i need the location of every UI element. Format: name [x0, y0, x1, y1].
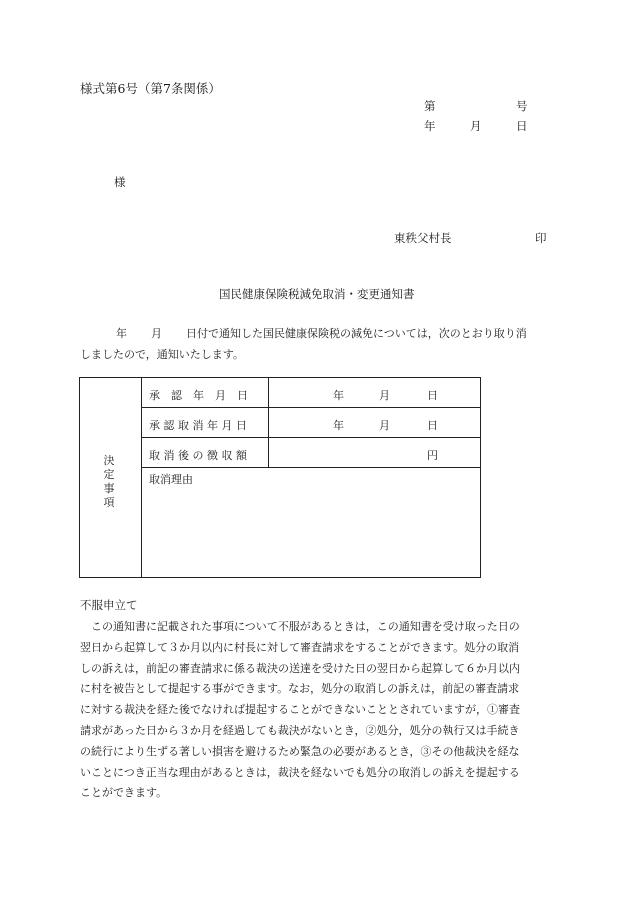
appeal-line: しの訴えは，前記の審査請求に係る裁決の送達を受けた日の翌日から起算して６か月以内 — [80, 661, 520, 675]
table-row-approval-date — [142, 378, 481, 408]
cancel-day-label: 日 — [427, 419, 438, 432]
collection-amount-label: 取 消 後 の 徴 収 額 — [149, 449, 247, 462]
date-month-label: 月 — [470, 119, 482, 133]
document-number-prefix: 第 — [424, 99, 436, 113]
decision-table — [79, 377, 481, 578]
intro-year: 年 — [116, 327, 127, 340]
cancel-date-label: 承 認 取 消 年 月 日 — [149, 419, 247, 432]
appeal-line: の続行により生ずる著しい損害を避けるため緊急の必要があるとき，③その他裁決を経な — [80, 744, 520, 758]
decision-label-char: 定 — [103, 468, 115, 481]
table-row-collection-amount — [142, 438, 481, 468]
decision-label-char: 事 — [103, 482, 115, 495]
document-number-suffix: 号 — [516, 99, 528, 113]
intro-month: 月 — [151, 327, 162, 340]
approval-month-label: 月 — [379, 389, 390, 402]
intro-line-2: しましたので，通知いたします。 — [80, 348, 244, 361]
appeal-line: 請求があった日から３か月を経過しても裁決がないとき，②処分，処分の執行又は手続き — [80, 723, 520, 737]
intro-paragraph — [80, 323, 554, 365]
cancel-month-label: 月 — [379, 419, 390, 432]
cancel-year-label: 年 — [333, 419, 344, 432]
yen-unit-label: 円 — [427, 449, 438, 462]
intro-line-1-text: 日付で通知した国民健康保険税の減免については，次のとおり取り消 — [186, 327, 527, 340]
collection-amount-label-cell — [142, 438, 269, 467]
issuer-name: 東秩父村長 — [394, 231, 452, 245]
cancel-reason-field[interactable] — [142, 468, 481, 578]
intro-line-1 — [80, 323, 554, 344]
decision-label-char: 項 — [103, 496, 115, 509]
addressee-honorific: 様 — [114, 175, 126, 189]
approval-date-label-cell — [142, 378, 269, 407]
decision-section-label — [80, 378, 142, 577]
approval-day-label: 日 — [427, 389, 438, 402]
appeal-line: ことができます。 — [80, 786, 168, 800]
document-title: 国民健康保険税減免取消・変更通知書 — [219, 287, 415, 301]
appeal-line: に村を被告として提起する事ができます。なお，処分の取消しの訴えは，前記の審査請求 — [80, 682, 520, 696]
cancel-date-label-cell — [142, 408, 269, 437]
form-number: 様式第6号（第7条関係） — [80, 81, 221, 96]
appeal-line: 翌日から起算して３か月以内に村長に対して審査請求をすることができます。処分の取消 — [80, 640, 520, 654]
approval-year-label: 年 — [333, 389, 344, 402]
seal-mark: 印 — [535, 231, 547, 245]
appeal-paragraph — [80, 617, 554, 804]
cancel-reason-label: 取消理由 — [149, 473, 193, 486]
decision-label-vertical — [102, 454, 116, 510]
decision-label-char: 決 — [103, 454, 115, 467]
appeal-line: に対する裁決を経た後でなければ提起することができないこととされていますが，①審査 — [80, 703, 520, 717]
appeal-heading: 不服申立て — [80, 598, 138, 612]
appeal-line: この通知書に記載された事項について不服があるときは，この通知書を受け取った日の — [80, 620, 520, 633]
date-year-label: 年 — [424, 119, 436, 133]
table-row-cancel-date — [142, 408, 481, 438]
appeal-line: いことにつき正当な理由があるときは，裁決を経ないでも処分の取消しの訴えを提起する — [80, 765, 520, 779]
date-day-label: 日 — [516, 119, 528, 133]
approval-date-label: 承 認 年 月 日 — [149, 389, 248, 402]
